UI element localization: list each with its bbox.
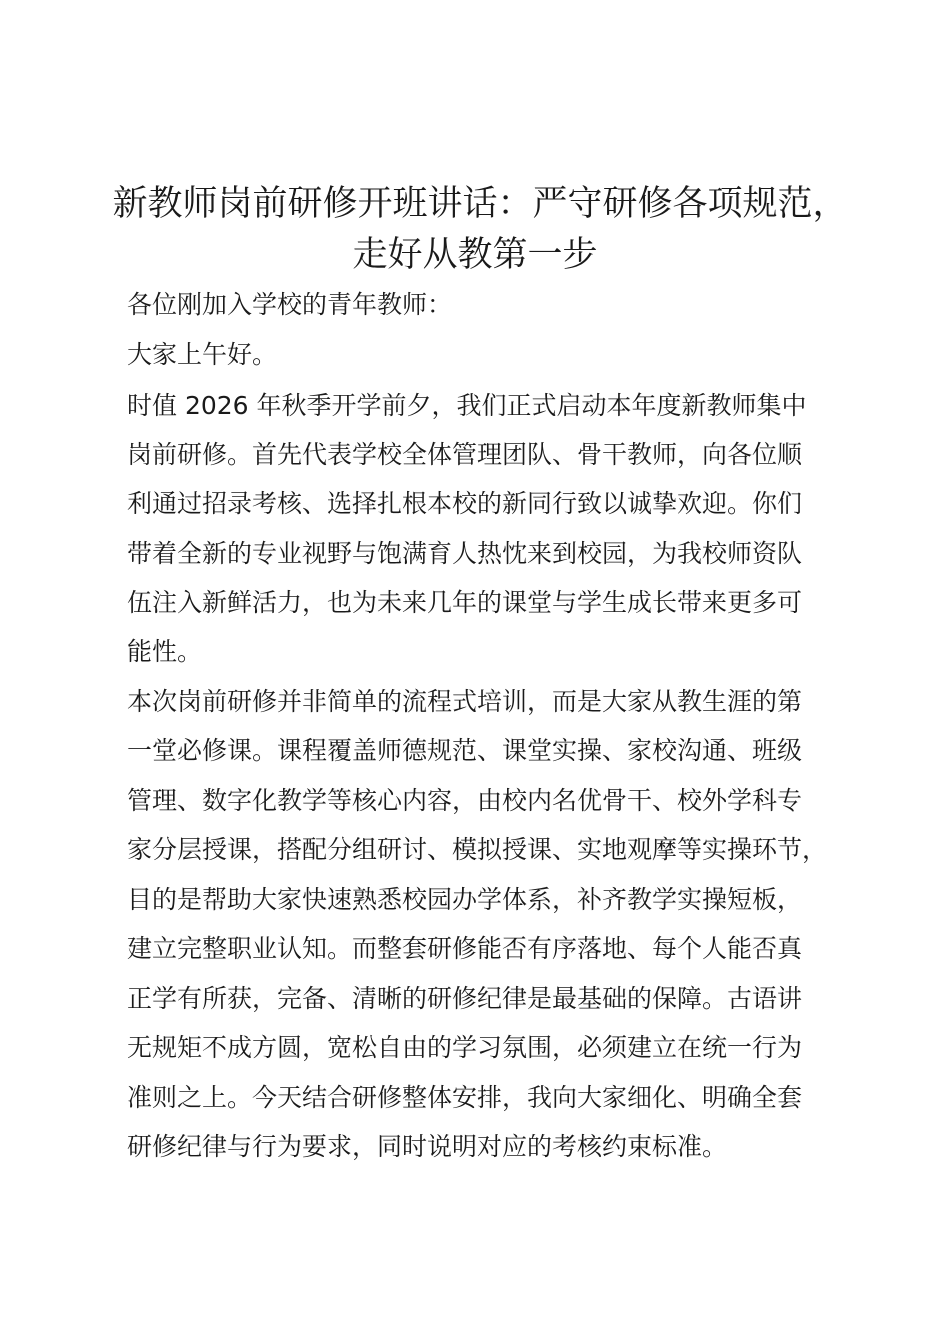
body-line: 目的是帮助大家快速熟悉校园办学体系，补齐教学实操短板， xyxy=(127,885,803,914)
body-line: 岗前研修。首先代表学校全体管理团队、骨干教师，向各位顺 xyxy=(127,440,803,469)
body-line: 建立完整职业认知。而整套研修能否有序落地、每个人能否真 xyxy=(127,934,803,963)
body-line: 无规矩不成方圆，宽松自由的学习氛围，必须建立在统一行为 xyxy=(127,1033,803,1062)
body-line: 家分层授课，搭配分组研讨、模拟授课、实地观摩等实操环节， xyxy=(127,835,828,864)
salutation: 各位刚加入学校的青年教师： xyxy=(127,290,453,319)
body-line: 伍注入新鲜活力，也为未来几年的课堂与学生成长带来更多可 xyxy=(127,588,803,617)
document-title-line-1: 新教师岗前研修开班讲话：严守研修各项规范， xyxy=(112,184,848,224)
body-line: 准则之上。今天结合研修整体安排，我向大家细化、明确全套 xyxy=(127,1083,803,1112)
body-line: 管理、数字化教学等核心内容，由校内名优骨干、校外学科专 xyxy=(127,786,803,815)
body-line: 正学有所获，完备、清晰的研修纪律是最基础的保障。古语讲 xyxy=(127,984,803,1013)
body-line: 利通过招录考核、选择扎根本校的新同行致以诚挚欢迎。你们 xyxy=(127,489,803,518)
body-line: 时值 2026 年秋季开学前夕，我们正式启动本年度新教师集中 xyxy=(127,391,807,420)
body-line: 一堂必修课。课程覆盖师德规范、课堂实操、家校沟通、班级 xyxy=(127,736,803,765)
body-line: 本次岗前研修并非简单的流程式培训，而是大家从教生涯的第 xyxy=(127,687,803,716)
document-title-line-2: 走好从教第一步 xyxy=(352,235,598,275)
body-line: 研修纪律与行为要求，同时说明对应的考核约束标准。 xyxy=(127,1132,728,1161)
body-line: 带着全新的专业视野与饱满育人热忱来到校园，为我校师资队 xyxy=(127,539,803,568)
greeting: 大家上午好。 xyxy=(127,340,278,369)
body-line: 能性。 xyxy=(127,637,203,666)
